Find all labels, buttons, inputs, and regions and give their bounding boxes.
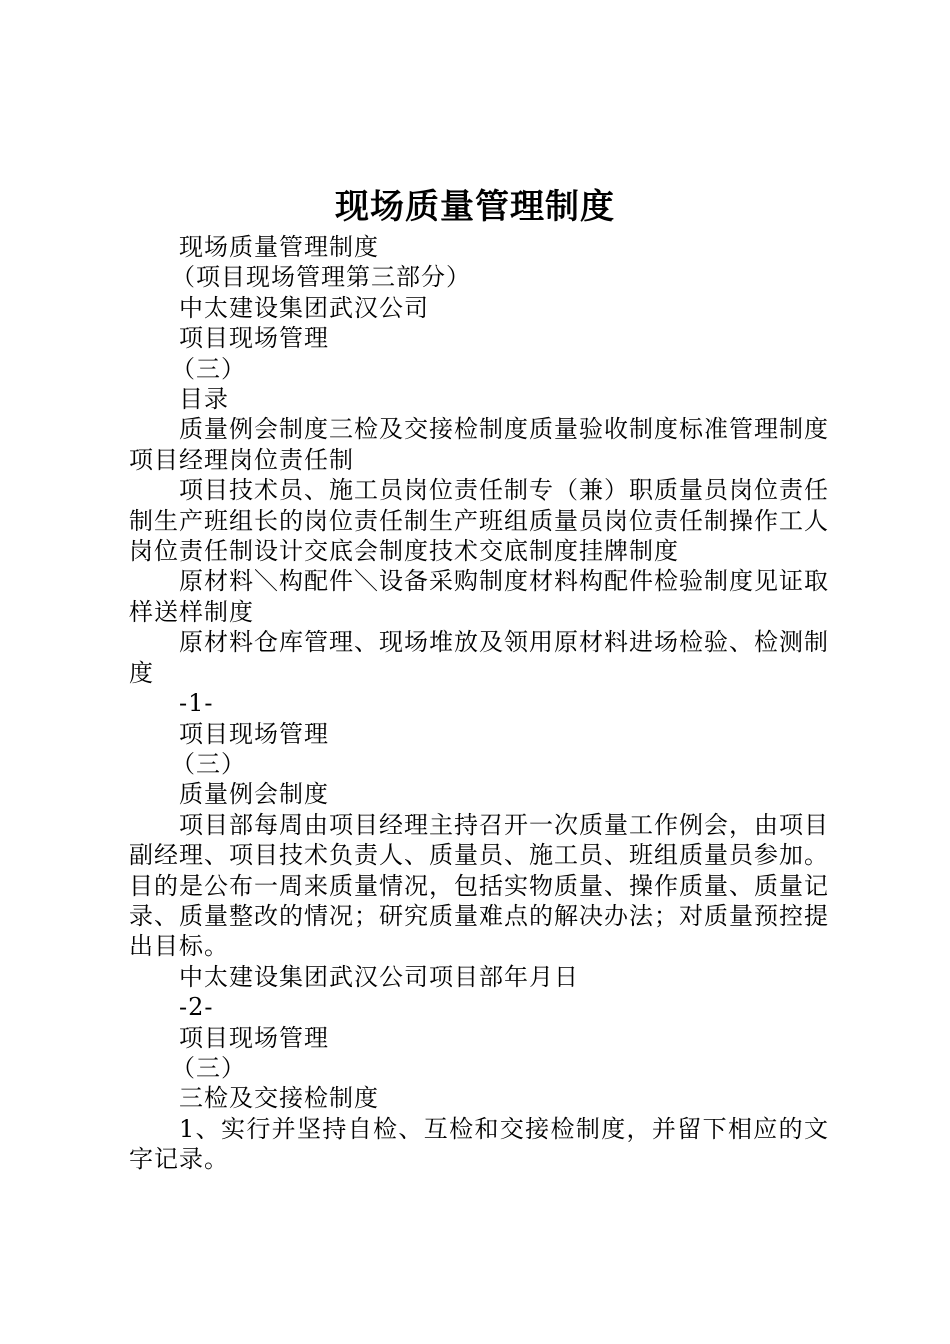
paragraph-body: 1、实行并坚持自检、互检和交接检制度，并留下相应的文字记录。 (129, 1114, 829, 1174)
paragraph-contents-1: 质量例会制度三检及交接检制度质量验收制度标准管理制度项目经理岗位责任制 (129, 415, 829, 474)
paragraph-subtitle: （项目现场管理第三部分） (171, 263, 471, 292)
paragraph-contents-2: 项目技术员、施工员岗位责任制专（兼）职质量员岗位责任制生产班组长的岗位责任制生产班组质量员岗位责任制操作工人岗位责任制设计交底会制度技术交底制度挂牌制度 (129, 476, 829, 566)
paragraph-body: 项目部每周由项目经理主持召开一次质量工作例会，由项目副经理、项目技术负责人、质量员、施工员、班组质量员参加。目的是公布一周来质量情况，包括实物质量、操作质量、质量记录、质量整改的情况；研究质量难点的解决办法；对质量预控提出目标。 (129, 810, 829, 961)
document-body (129, 232, 829, 1175)
paragraph-contents-heading: 目录 (179, 385, 229, 414)
paragraph-section: 项目现场管理 (179, 324, 329, 353)
page-number: -1- (179, 689, 214, 718)
paragraph-section-heading: 质量例会制度 (179, 780, 329, 809)
document-title: 现场质量管理制度 (335, 187, 615, 227)
paragraph-contents-4: 原材料仓库管理、现场堆放及领用原材料进场检验、检测制度 (129, 628, 829, 687)
paragraph-heading: 现场质量管理制度 (179, 233, 379, 261)
paragraph-contents-3: 原材料＼构配件＼设备采购制度材料构配件检验制度见证取样送样制度 (129, 567, 829, 626)
paragraph-signature: 中太建设集团武汉公司项目部年月日 (179, 962, 579, 991)
paragraph-part-number: （三） (171, 1053, 246, 1082)
paragraph-section-heading: 三检及交接检制度 (179, 1084, 379, 1113)
paragraph-section: 项目现场管理 (179, 1023, 329, 1052)
paragraph-part-number: （三） (171, 354, 246, 383)
page-number: -2- (179, 993, 214, 1022)
paragraph-section: 项目现场管理 (179, 719, 329, 748)
paragraph-company: 中太建设集团武汉公司 (179, 293, 429, 322)
paragraph-part-number: （三） (171, 749, 246, 778)
